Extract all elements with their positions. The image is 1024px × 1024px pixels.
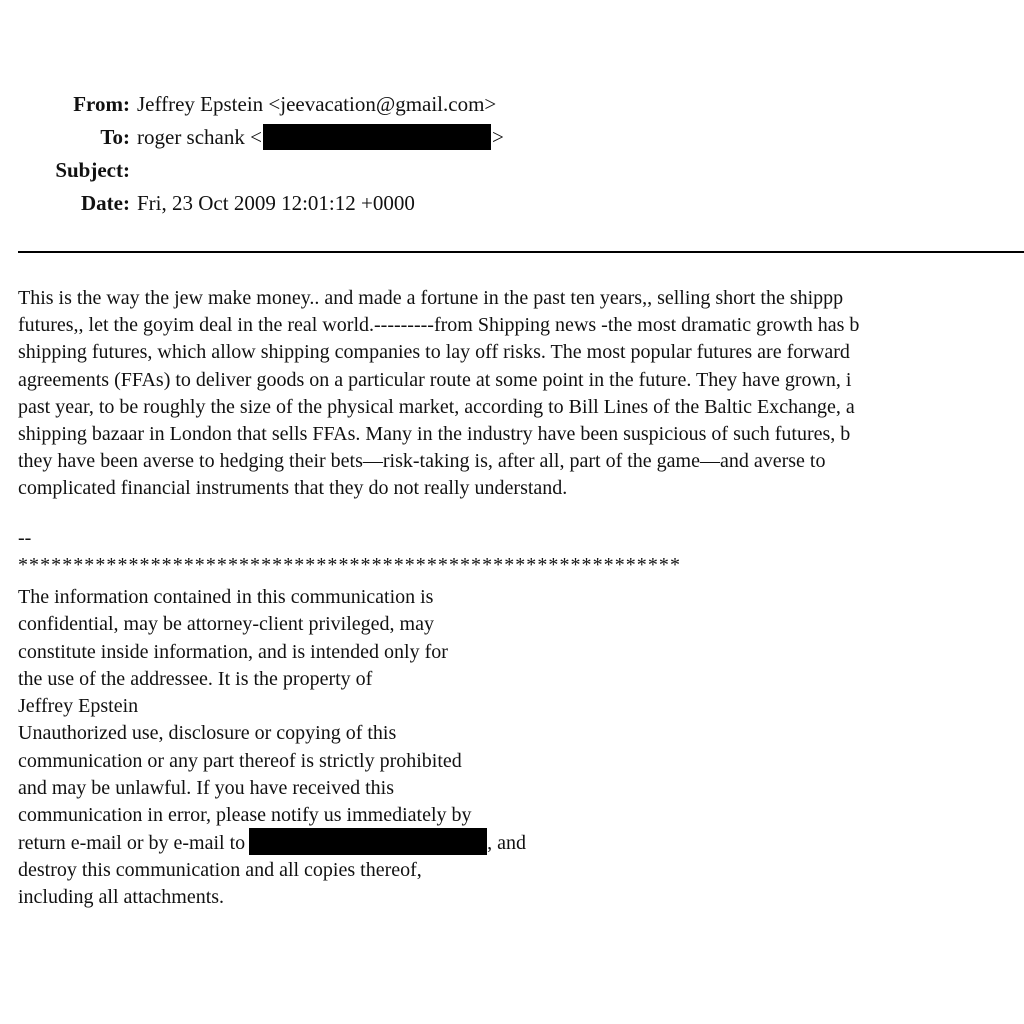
body-line: they have been averse to hedging their bets—risk-taking is, after all, part of the game—and averse to bbox=[18, 450, 826, 473]
email-body bbox=[18, 285, 1024, 503]
body-line: This is the way the jew make money.. and made a fortune in the past ten years,, selling short the shippp bbox=[18, 287, 844, 309]
redaction-bar-email bbox=[249, 828, 487, 855]
redaction-bar-to bbox=[263, 124, 491, 150]
to-label: To: bbox=[100, 125, 130, 149]
body-line: shipping futures, which allow shipping companies to lay off risks. The most popular futures are forward bbox=[18, 341, 850, 364]
notice-line: including all attachments. bbox=[18, 886, 225, 909]
date-label: Date: bbox=[81, 191, 130, 215]
date-row bbox=[0, 187, 700, 220]
signature-stars: ************************************************************ bbox=[18, 554, 681, 576]
confidentiality-notice bbox=[18, 584, 718, 912]
notice-line: destroy this communication and all copies thereof, bbox=[18, 858, 422, 881]
notice-line: the use of the addressee. It is the property of bbox=[18, 667, 373, 690]
email-header bbox=[0, 88, 700, 220]
body-line: futures,, let the goyim deal in the real world.---------from Shipping news -the most dramatic growth has b bbox=[18, 314, 860, 337]
notice-line: constitute inside information, and is intended only for bbox=[18, 640, 448, 663]
subject-label: Subject: bbox=[55, 158, 130, 182]
to-value bbox=[137, 121, 504, 154]
notice-line: communication or any part thereof is strictly prohibited bbox=[18, 749, 462, 772]
notice-email-line bbox=[18, 830, 718, 857]
notice-line: The information contained in this communication is bbox=[18, 586, 434, 608]
to-row bbox=[0, 121, 700, 154]
from-label: From: bbox=[73, 92, 130, 116]
to-suffix: > bbox=[491, 125, 504, 149]
to-prefix: roger schank < bbox=[137, 125, 262, 149]
header-divider bbox=[18, 251, 1024, 253]
email-line-suffix: , and bbox=[487, 831, 527, 854]
from-value: Jeffrey Epstein <jeevacation@gmail.com> bbox=[137, 92, 497, 116]
subject-row bbox=[0, 154, 700, 187]
date-value: Fri, 23 Oct 2009 12:01:12 +0000 bbox=[137, 191, 415, 215]
body-line: complicated financial instruments that they do not really understand. bbox=[18, 477, 568, 500]
from-row bbox=[0, 88, 700, 121]
notice-line: communication in error, please notify us immediately by bbox=[18, 804, 472, 827]
email-line-prefix: return e-mail or by e-mail to bbox=[18, 831, 246, 854]
body-line: shipping bazaar in London that sells FFAs. Many in the industry have been suspicious of such futures, b bbox=[18, 422, 851, 445]
notice-line: and may be unlawful. If you have received this bbox=[18, 777, 394, 800]
notice-line: Jeffrey Epstein bbox=[18, 695, 139, 718]
body-line: past year, to be roughly the size of the physical market, according to Bill Lines of the Baltic Exchange, a bbox=[18, 395, 855, 418]
signature-dash: -- bbox=[18, 527, 32, 549]
notice-line: Unauthorized use, disclosure or copying of this bbox=[18, 722, 397, 745]
notice-line: confidential, may be attorney-client privileged, may bbox=[18, 613, 434, 636]
body-line: agreements (FFAs) to deliver goods on a particular route at some point in the future. They have grown, i bbox=[18, 368, 852, 391]
